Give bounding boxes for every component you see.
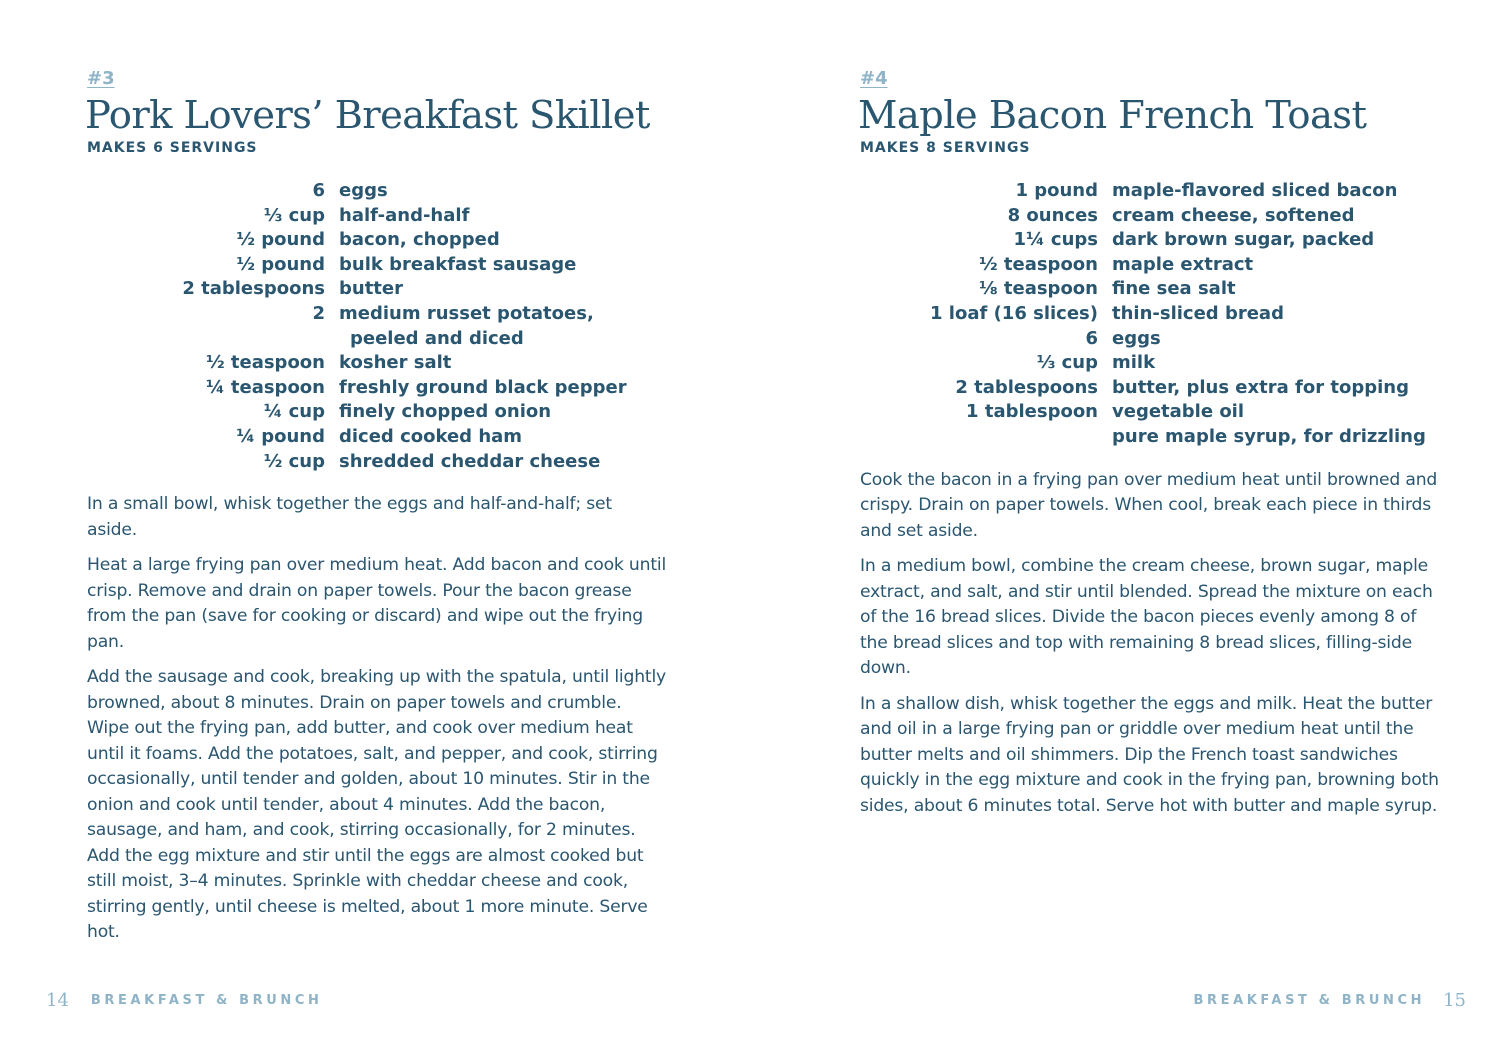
servings-label: MAKES 8 SERVINGS [860,140,1031,156]
ingredient-quantity: ⅛ teaspoon [978,278,1098,300]
ingredient-row [87,228,667,253]
ingredient-item: milk [1112,352,1156,374]
ingredient-quantity-empty [87,327,339,352]
ingredient-item: bulk breakfast sausage [339,253,577,275]
recipe-3 [87,66,667,956]
ingredient-item: diced cooked ham [339,425,523,447]
ingredient-quantity: ¼ cup [263,401,325,423]
page-footer [1194,986,1467,1014]
ingredient-item: butter [339,278,403,300]
ingredient-row [87,351,667,376]
ingredient-list [860,179,1440,450]
ingredient-row [860,351,1440,376]
right-page [756,0,1512,1044]
ingredient-row [860,376,1440,401]
ingredient-quantity: 1 tablespoon [966,401,1098,423]
direction-paragraph: Cook the bacon in a frying pan over medium heat until browned and crispy. Drain on paper towels. When cool, break each piece in thirds and set aside. [860,469,1438,541]
ingredient-quantity: 2 [312,302,325,324]
ingredient-quantity: ½ pound [236,253,325,275]
direction-paragraph: Heat a large frying pan over medium heat. Add bacon and cook until crisp. Remove and drain on paper towels. Pour the bacon grease from the pan (save for cooking or discard) and wipe out the frying pan. [87,555,667,652]
ingredient-row [860,277,1440,302]
recipe-4 [860,66,1440,829]
ingredient-quantity: 1 loaf (16 slices) [930,302,1098,324]
ingredient-item: eggs [339,180,388,201]
direction-paragraph: In a shallow dish, whisk together the eggs and milk. Heat the butter and oil in a large frying pan or griddle over medium heat until the butter melts and oil shimmers. Dip the French toast sandwiches quickly in the egg mixture and cook in the frying pan, browning both sides, about 6 minutes total. Serve hot with butter and maple syrup. [860,693,1439,816]
ingredient-item: finely chopped onion [339,401,552,423]
directions [860,468,1440,820]
ingredient-row [87,253,667,278]
ingredient-row [860,228,1440,253]
ingredient-quantity [860,425,1112,450]
ingredient-row [860,253,1440,278]
ingredient-quantity: ½ teaspoon [978,253,1098,275]
ingredient-item: butter, plus extra for topping [1112,376,1409,398]
ingredient-quantity: ¼ teaspoon [205,376,325,398]
ingredient-quantity: ⅓ cup [263,204,325,226]
recipe-title: Maple Bacon French Toast [858,93,1367,138]
ingredient-quantity: 8 ounces [1007,204,1098,226]
ingredient-row [87,277,667,302]
ingredient-item: shredded cheddar cheese [339,450,601,472]
ingredient-row [860,179,1440,204]
ingredient-quantity: ½ teaspoon [205,352,325,374]
ingredient-item: dark brown sugar, packed [1112,229,1375,251]
ingredient-quantity: 2 tablespoons [182,278,325,300]
ingredient-row [87,450,667,475]
section-label: BREAKFAST & BRUNCH [90,992,323,1008]
ingredient-row [87,302,667,327]
ingredient-item: bacon, chopped [339,229,500,251]
ingredient-quantity: 1¼ cups [1013,229,1098,251]
ingredient-item: freshly ground black pepper [339,376,627,398]
ingredient-item: pure maple syrup, for drizzling [1112,425,1426,447]
ingredient-list [87,179,667,474]
ingredient-item: kosher salt [339,352,452,374]
ingredient-row [860,400,1440,425]
ingredient-item-continuation: peeled and diced [350,327,524,349]
direction-paragraph: Add the sausage and cook, breaking up with the spatula, until lightly browned, about 8 minutes. Drain on paper towels and crumble. Wipe out the frying pan, add butter, and cook over medium heat until it foams. Add the potatoes, salt, and pepper, and cook, stirring occasionally, until tender and golden, about 10 minutes. Stir in the onion and cook until tender, about 4 minutes. Add the bacon, sausage, and ham, and cook, stirring occasionally, for 2 minutes. Add the egg mixture and stir until the eggs are almost cooked but still moist, 3–4 minutes. Sprinkle with cheddar cheese and cook, stirring gently, until cheese is melted, about 1 more minute. Serve hot. [87,667,666,943]
page-footer [46,986,323,1014]
ingredient-row [860,425,1440,450]
recipe-title: Pork Lovers’ Breakfast Skillet [85,93,650,138]
ingredient-quantity: 6 [1085,327,1098,349]
ingredient-row [87,376,667,401]
ingredient-quantity: 2 tablespoons [955,376,1098,398]
ingredient-item: maple extract [1112,253,1254,275]
servings-label: MAKES 6 SERVINGS [87,140,258,156]
ingredient-item: half-and-half [339,204,470,226]
ingredient-item: medium russet potatoes, [339,302,594,324]
ingredient-row [87,179,667,204]
ingredient-item: maple-flavored sliced bacon [1112,180,1398,201]
ingredient-row [860,302,1440,327]
ingredient-quantity: 6 [312,180,325,201]
ingredient-item: eggs [1112,327,1161,349]
ingredient-quantity: ⅓ cup [1036,352,1098,374]
page-number: 15 [1443,989,1466,1011]
ingredient-row [87,204,667,229]
ingredient-row [860,327,1440,352]
ingredient-row [87,425,667,450]
direction-paragraph: In a medium bowl, combine the cream cheese, brown sugar, maple extract, and salt, and stir until blended. Spread the mixture on each of the 16 bread slices. Divide the bacon pieces evenly among 8 of the bread slices and top with remaining 8 bread slices, filling-side down. [860,556,1433,679]
recipe-number: #4 [860,68,888,89]
page-number: 14 [46,989,69,1011]
ingredient-item: thin-sliced bread [1112,302,1284,324]
direction-paragraph: In a small bowl, whisk together the eggs and half-and-half; set aside. [87,494,612,540]
ingredient-row [87,400,667,425]
ingredient-quantity: ¼ pound [236,425,325,447]
recipe-number: #3 [87,68,115,89]
ingredient-item: cream cheese, softened [1112,204,1355,226]
ingredient-item: vegetable oil [1112,401,1245,423]
section-label: BREAKFAST & BRUNCH [1193,992,1426,1008]
ingredient-row [860,204,1440,229]
ingredient-quantity: 1 pound [1015,180,1098,201]
ingredient-quantity: ½ pound [236,229,325,251]
ingredient-item: fine sea salt [1112,278,1236,300]
ingredient-quantity: ½ cup [263,450,325,472]
directions [87,492,667,946]
ingredient-row-continuation [87,327,667,352]
